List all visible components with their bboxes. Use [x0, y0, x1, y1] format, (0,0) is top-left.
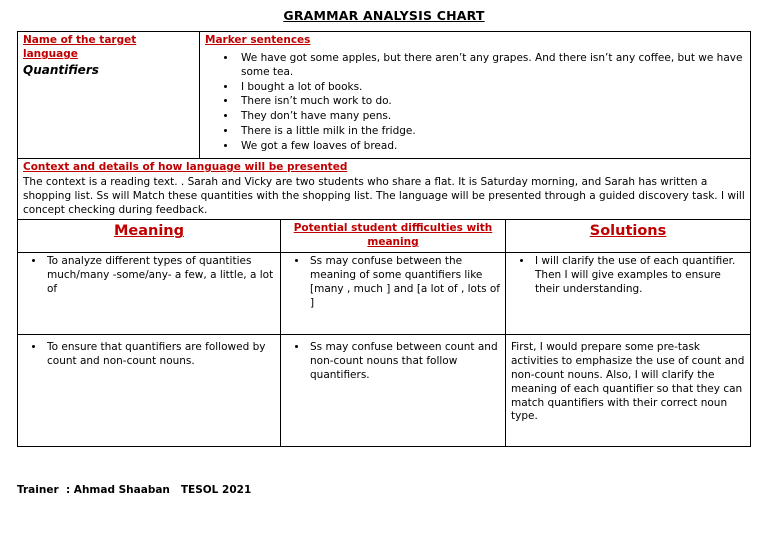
marker-sentences-list: [205, 52, 745, 154]
marker-sentences-label: Marker sentences: [205, 34, 311, 46]
target-language-cell: [18, 32, 200, 159]
difficulty-item: • Ss may confuse between count and non-count nouns that follow quantifiers.: [308, 341, 500, 383]
trainer-footer: Trainer : Ahmad Shaaban TESOL 2021: [17, 484, 252, 496]
meaning-cell: [18, 253, 281, 335]
marker-sentence: • We have got some apples, but there aren’t any grapes. And there isn’t any coffee, but we have some tea.: [237, 52, 745, 80]
solution-text: First, I would prepare some pre-task activities to emphasize the use of count and non-count nouns. Also, I will clarify the meaning of each quantifier so that they can match quantifiers with their correct noun type.: [511, 341, 745, 423]
marker-sentence: • We got a few loaves of bread.: [237, 140, 745, 154]
meaning-list: [23, 255, 275, 297]
table-row: [18, 32, 751, 159]
difficulty-item: • Ss may confuse between the meaning of some quantifiers like [many , much ] and [a lot of , lots of ]: [308, 255, 500, 310]
column-header-meaning-cell: [18, 220, 281, 253]
context-label: Context and details of how language will be presented: [23, 161, 348, 173]
table-row: [18, 335, 751, 447]
meaning-list: [23, 341, 275, 369]
marker-sentences-cell: [200, 32, 751, 159]
target-language-label: Name of the target language: [23, 34, 137, 60]
target-language-value: Quantifiers: [23, 62, 99, 77]
table-row: [18, 159, 751, 220]
difficulty-list: [286, 255, 500, 310]
solution-list: [511, 255, 745, 297]
solution-cell: [506, 253, 751, 335]
meaning-item: • To ensure that quantifiers are followed by count and non-count nouns.: [45, 341, 275, 369]
solution-cell: [506, 335, 751, 447]
table-row: [18, 220, 751, 253]
marker-sentence: • I bought a lot of books.: [237, 81, 745, 95]
table-row: [18, 253, 751, 335]
meaning-item: • To analyze different types of quantities much/many -some/any- a few, a little, a lot of: [45, 255, 275, 297]
marker-sentence: • There is a little milk in the fridge.: [237, 125, 745, 139]
column-header-difficulties: Potential student difficulties with meaning: [293, 222, 493, 249]
context-cell: [18, 159, 751, 220]
difficulty-cell: [281, 335, 506, 447]
difficulty-list: [286, 341, 500, 383]
column-header-difficulties-cell: [281, 220, 506, 253]
page-title: GRAMMAR ANALYSIS CHART: [283, 8, 485, 23]
solution-item: • I will clarify the use of each quantifier. Then I will give examples to ensure their understanding.: [533, 255, 745, 297]
marker-sentence: • They don’t have many pens.: [237, 110, 745, 124]
grammar-analysis-table: [17, 31, 751, 447]
column-header-solutions-cell: [506, 220, 751, 253]
column-header-meaning: Meaning: [113, 223, 185, 240]
marker-sentence: • There isn’t much work to do.: [237, 95, 745, 109]
context-text: The context is a reading text. . Sarah and Vicky are two students who share a flat. It is Saturday morning, and Sarah has written a shopping list. Ss will Match these quantities with the shopping list. The language will be presented through a guided discovery task. I will concept checking during feedback.: [23, 175, 745, 216]
column-header-solutions: Solutions: [589, 223, 667, 240]
meaning-cell: [18, 335, 281, 447]
difficulty-cell: [281, 253, 506, 335]
